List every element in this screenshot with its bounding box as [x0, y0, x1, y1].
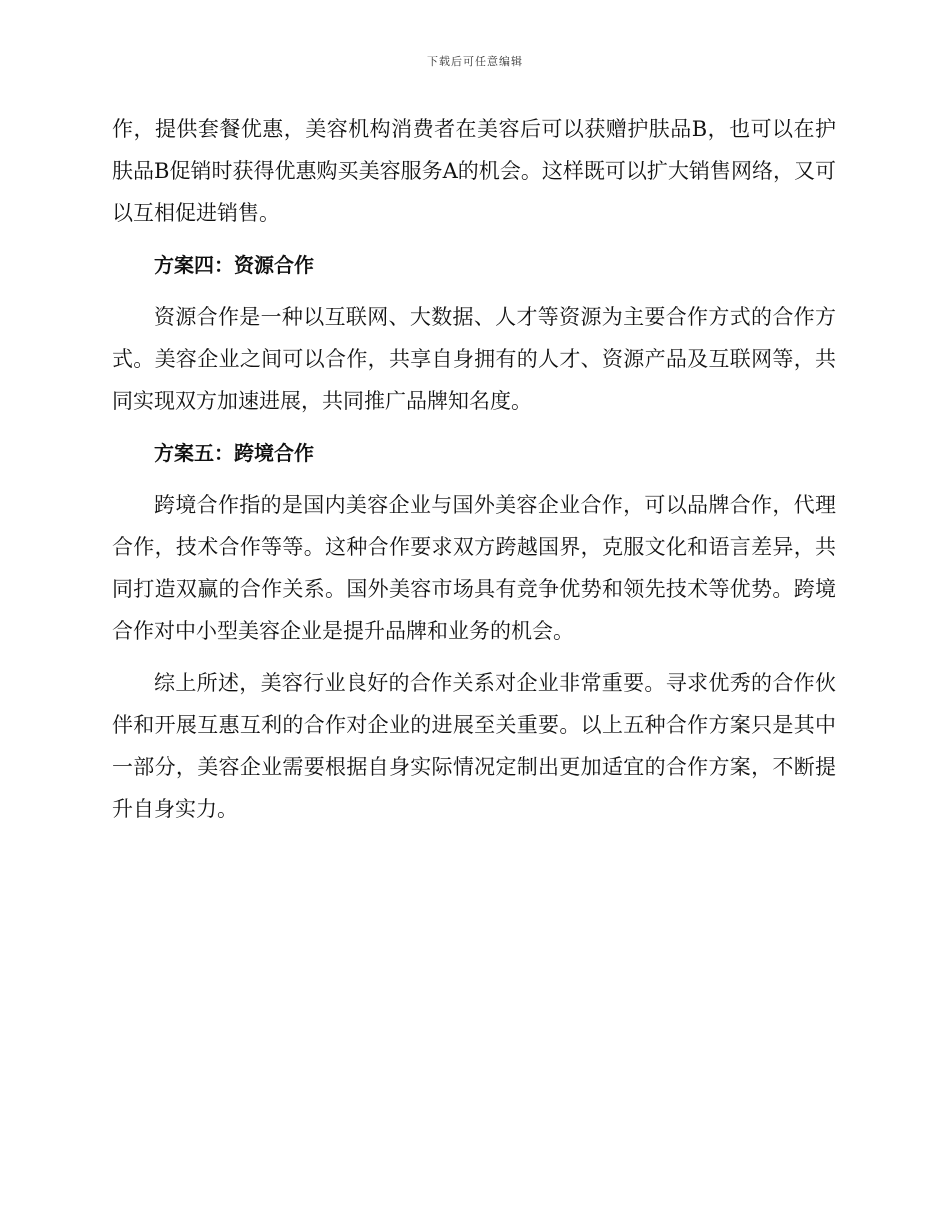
spacer — [112, 234, 836, 244]
spacer — [112, 474, 836, 484]
spacer — [112, 286, 836, 296]
paragraph-five: 跨境合作指的是国内美容企业与国外美容企业合作，可以品牌合作，代理合作，技术合作等等。这种合作要求双方跨越国界，克服文化和语言差异，共同打造双赢的合作关系。国外美容市场具有竞争优势和领先技术等优势。跨境合作对中小型美容企业是提升品牌和业务的机会。 — [112, 493, 836, 643]
section-heading-four: 方案四：资源合作 — [154, 253, 314, 277]
spacer — [112, 652, 836, 662]
page-header: 下载后可任意编辑 — [427, 55, 523, 68]
section-heading-five: 方案五：跨境合作 — [154, 441, 314, 465]
paragraph-intro: 作，提供套餐优惠，美容机构消费者在美容后可以获赠护肤品B，也可以在护肤品B促销时获得优惠购买美容服务A的机会。这样既可以扩大销售网络，又可以互相促进销售。 — [112, 117, 836, 225]
document-body — [112, 108, 836, 830]
spacer — [112, 422, 836, 432]
paragraph-four: 资源合作是一种以互联网、大数据、人才等资源为主要合作方式的合作方式。美容企业之间可以合作，共享自身拥有的人才、资源产品及互联网等，共同实现双方加速进展，共同推广品牌知名度。 — [112, 305, 836, 413]
paragraph-conclusion: 综上所述，美容行业良好的合作关系对企业非常重要。寻求优秀的合作伙伴和开展互惠互利的合作对企业的进展至关重要。以上五种合作方案只是其中一部分，美容企业需要根据自身实际情况定制出更加适宜的合作方案，不断提升自身实力。 — [112, 671, 836, 821]
